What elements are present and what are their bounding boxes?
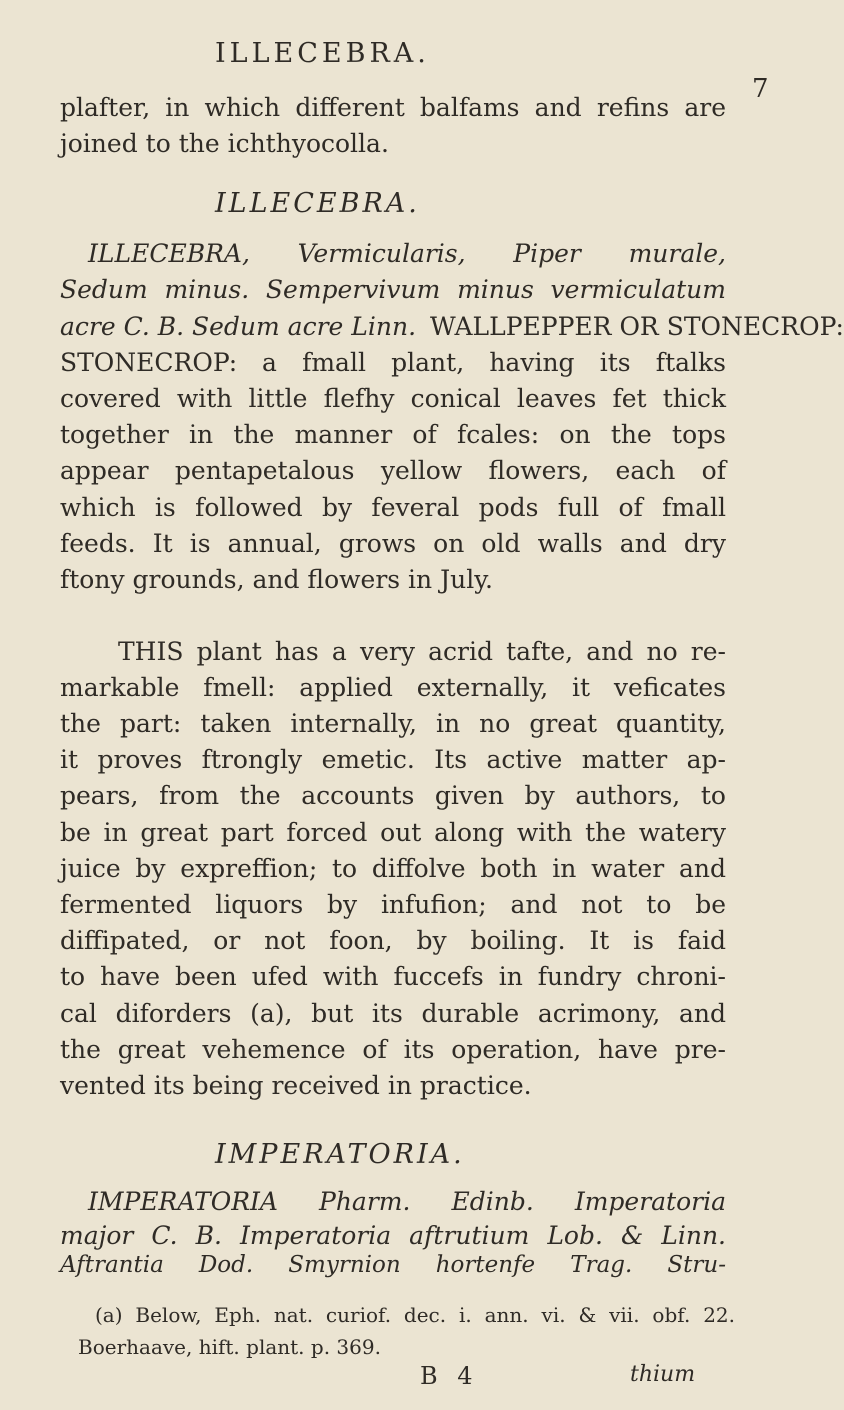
paragraph-line: the great vehemence of its operation, have pre- bbox=[60, 1035, 726, 1064]
synonym-line: major C. B. Imperatoria aftrutium Lob. & Linn. bbox=[60, 1221, 726, 1250]
paragraph-line: vented its being received in practice. bbox=[60, 1071, 532, 1100]
synonym-line: Sedum minus. Sempervivum minus vermiculatum bbox=[60, 275, 726, 304]
description-line: covered with little flefhy conical leaves fet thick bbox=[60, 384, 726, 413]
paragraph-line: fermented liquors by infufion; and not to be bbox=[60, 890, 726, 919]
paragraph-line: juice by expreffion; to diffolve both in water and bbox=[60, 854, 726, 883]
description-line: which is followed by feveral pods full of fmall bbox=[60, 493, 726, 522]
description-line: a fmall plant, having its ftalks bbox=[262, 348, 726, 377]
footnote-line: Boerhaave, hift. plant. p. 369. bbox=[78, 1335, 381, 1359]
synonym-line: ILLECEBRA, Vermicularis, Piper murale, bbox=[88, 239, 726, 268]
description-line: feeds. It is annual, grows on old walls and dry bbox=[60, 529, 726, 558]
paragraph-line: it proves ftrongly emetic. Its active matter ap- bbox=[60, 745, 726, 774]
paragraph-line: pears, from the accounts given by authors, to bbox=[60, 781, 726, 810]
page-number: 7 bbox=[752, 74, 769, 104]
description-line: appear pentapetalous yellow flowers, each of bbox=[60, 456, 726, 485]
common-name-cont: STONECROP: bbox=[60, 348, 238, 377]
running-head-title: ILLECEBRA. bbox=[215, 38, 430, 69]
paragraph-line: the part: taken internally, in no great quantity, bbox=[60, 709, 726, 738]
footnote-line: (a) Below, Eph. nat. curiof. dec. i. ann. vi. & vii. obf. 22. bbox=[95, 1303, 735, 1327]
paragraph-line: cal diforders (a), but its durable acrimony, and bbox=[60, 999, 726, 1028]
description-line: together in the manner of fcales: on the tops bbox=[60, 420, 726, 449]
intro-line: plafter, in which different balfams and refins are bbox=[60, 93, 726, 122]
signature-mark: B 4 bbox=[420, 1362, 479, 1390]
paragraph-line: diffipated, or not foon, by boiling. It is faid bbox=[60, 926, 726, 955]
catchword: thium bbox=[630, 1362, 696, 1387]
synonym-line: Aftrantia Dod. Smyrnion hortenfe Trag. Stru- bbox=[60, 1252, 726, 1278]
paragraph-line: to have been ufed with fuccefs in fundry chroni- bbox=[60, 962, 726, 991]
section-heading-illecebra: ILLECEBRA. bbox=[215, 188, 420, 219]
synonym-line: IMPERATORIA Pharm. Edinb. Imperatoria bbox=[88, 1187, 726, 1216]
synonym-line: acre C. B. Sedum acre Linn. bbox=[60, 312, 417, 341]
intro-line: joined to the ichthyocolla. bbox=[60, 129, 389, 158]
common-name: WALLPEPPER OR STONECROP: bbox=[430, 312, 844, 341]
paragraph-line: be in great part forced out along with the watery bbox=[60, 818, 726, 847]
paragraph-line: THIS plant has a very acrid tafte, and no re- bbox=[118, 637, 726, 666]
paragraph-line: markable fmell: applied externally, it veficates bbox=[60, 673, 726, 702]
section-heading-imperatoria: IMPERATORIA. bbox=[215, 1139, 465, 1170]
description-line: ftony grounds, and flowers in July. bbox=[60, 565, 493, 594]
